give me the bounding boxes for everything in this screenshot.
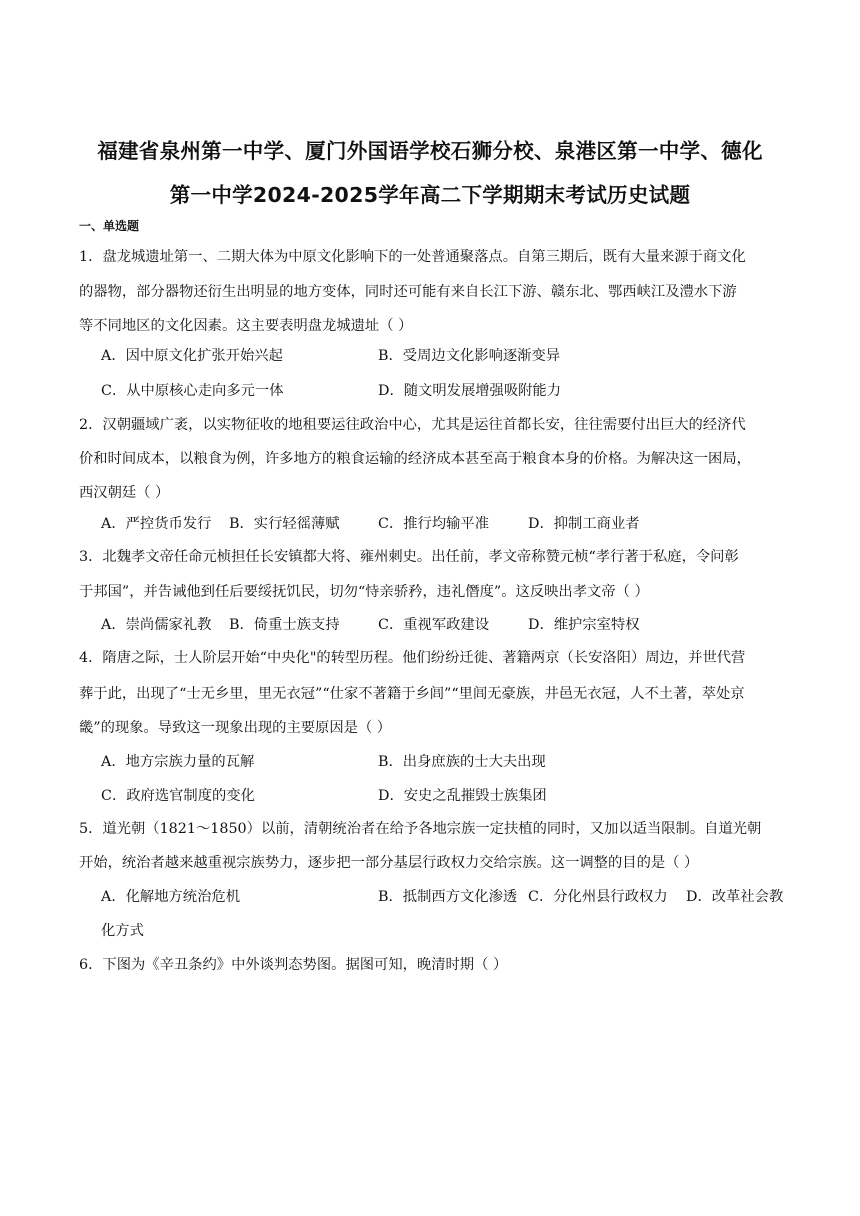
question-6-line-1: 6．下图为《辛丑条约》中外谈判态势图。据图可知，晚清时期（ ）	[79, 957, 508, 973]
question-3-line-1: 3．北魏孝文帝任命元桢担任长安镇都大将、雍州刺史。出任前，孝文帝称赞元桢“孝行著于私庭，令问彰	[79, 549, 739, 565]
question-5-option-b: B．抵制西方文化渗透	[378, 889, 518, 905]
question-2-line-1: 2．汉朝疆域广袤，以实物征收的地租要运往政治中心，尤其是运往首都长安，往往需要付出巨大的经济代	[79, 417, 746, 433]
question-4-option-d: D．安史之乱摧毁士族集团	[378, 788, 547, 804]
question-1-line-2: 的器物，部分器物还衍生出明显的地方变体，同时还可能有来自长江下游、赣东北、鄂西峡江及澧水下游	[79, 284, 737, 300]
section-heading: 一、单选题	[79, 219, 140, 233]
question-1-line-1: 1．盘龙城遗址第一、二期大体为中原文化影响下的一处普通聚落点。自第三期后，既有大量来源于商文化	[79, 249, 746, 265]
question-1-option-b: B．受周边文化影响逐渐变异	[378, 348, 561, 364]
question-5-option-c: C．分化州县行政权力	[528, 889, 668, 905]
question-5-option-a: A．化解地方统治危机	[101, 889, 240, 905]
question-3-option-d: D．维护宗室特权	[528, 617, 640, 633]
question-1-option-a: A．因中原文化扩张开始兴起	[101, 348, 283, 364]
question-4-line-3: 畿”的现象。导致这一现象出现的主要原因是（ ）	[79, 720, 392, 736]
question-4-option-c: C．政府选官制度的变化	[101, 788, 255, 804]
question-2-line-2: 价和时间成本，以粮食为例，许多地方的粮食运输的经济成本甚至高于粮食本身的价格。为解决这一困局，	[79, 451, 751, 467]
question-4-line-2: 葬于此，出现了“士无乡里，里无衣冠”“仕家不著籍于乡闾”“里闾无豪族，井邑无衣冠，人不土著，萃处京	[79, 686, 745, 702]
question-3-option-b: B．倚重士族支持	[229, 617, 340, 633]
question-5-option-d-continued: 化方式	[101, 923, 144, 939]
question-1-option-c: C．从中原核心走向多元一体	[101, 383, 284, 399]
question-2-line-3: 西汉朝廷（ ）	[79, 485, 170, 501]
exam-title-line-2: 第一中学2024-2025学年高二下学期期末考试历史试题	[169, 183, 691, 207]
question-5-line-2: 开始，统治者越来越重视宗族势力，逐步把一部分基层行政权力交给宗族。这一调整的目的是（ ）	[79, 855, 699, 871]
question-2-option-a: A．严控货币发行	[101, 516, 212, 532]
question-5-option-d: D．改革社会教	[686, 889, 784, 905]
question-2-option-d: D．抑制工商业者	[528, 516, 640, 532]
question-1-line-3: 等不同地区的文化因素。这主要表明盘龙城遗址（ ）	[79, 318, 413, 334]
question-3-option-a: A．崇尚儒家礼教	[101, 617, 212, 633]
question-4-option-b: B．出身庶族的士大夫出现	[378, 754, 546, 770]
question-3-option-c: C．重视军政建设	[378, 617, 490, 633]
exam-title-line-1: 福建省泉州第一中学、厦门外国语学校石狮分校、泉港区第一中学、德化	[97, 139, 763, 163]
question-5-line-1: 5．道光朝（1821～1850）以前，清朝统治者在给予各地宗族一定扶植的同时，又加以适当限制。自道光朝	[79, 821, 762, 837]
question-2-option-b: B．实行轻徭薄赋	[229, 516, 340, 532]
question-1-option-d: D．随文明发展增强吸附能力	[378, 383, 562, 399]
question-4-option-a: A．地方宗族力量的瓦解	[101, 754, 255, 770]
question-3-line-2: 于邦国”，并告诫他到任后要绥抚饥民，切勿“恃亲骄矜，违礼僭度”。这反映出孝文帝（ ）	[79, 584, 649, 600]
question-2-option-c: C．推行均输平准	[378, 516, 490, 532]
question-4-line-1: 4．隋唐之际，士人阶层开始“中央化"的转型历程。他们纷纷迁徙、著籍两京（长安洛阳）周边，并世代营	[79, 650, 746, 666]
